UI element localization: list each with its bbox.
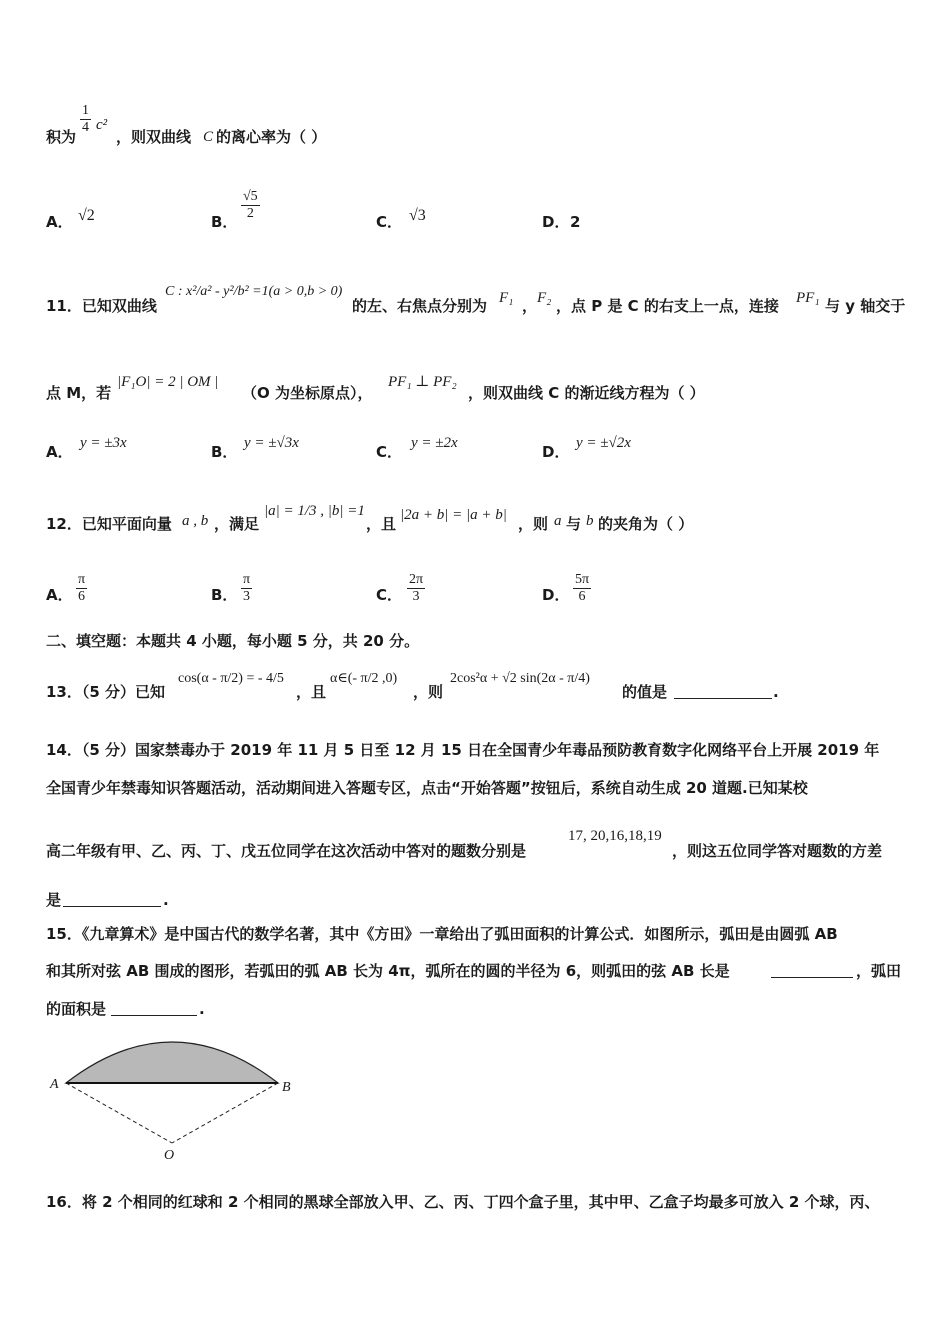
radius-oa	[66, 1083, 172, 1143]
q13-cond1: cos(α - π/2) = - 4/5	[178, 671, 284, 686]
q11-text2: ，点 P 是 C 的右支上一点，连接	[556, 297, 779, 315]
q11-cond2: PF₁ ⊥ PF₂	[388, 374, 457, 390]
q15-line2-a: 和其所对弦 AB 围成的图形，若弧田的弧 AB 长为 4π，弧所在的圆的半径为 6，则弧田的弦 AB 长是	[46, 962, 730, 980]
q11-option-b-label: B．	[211, 443, 238, 461]
q11-option-a-value: y = ±3x	[80, 435, 127, 451]
q12-b: b	[586, 513, 594, 529]
q12-number: 12．已知平面向量	[46, 515, 172, 533]
q10-area-num: 1	[82, 103, 89, 118]
arc-field-figure	[40, 1025, 310, 1165]
q10-option-c-label: C．	[376, 213, 403, 231]
q12-option-b-fraction	[241, 572, 252, 605]
q11-f2: F₂	[537, 290, 552, 306]
q13-text3: 的值是	[622, 683, 668, 701]
q12-option-d-num: 5π	[575, 572, 590, 587]
q13-end: .	[773, 683, 779, 701]
q11-number: 11．已知双曲线	[46, 297, 157, 315]
q15-end: .	[199, 1000, 205, 1018]
q16-line1: 16．将 2 个相同的红球和 2 个相同的黑球全部放入甲、乙、丙、丁四个盒子里，其中甲、乙盒子均最多可放入 2 个球，丙、	[46, 1193, 880, 1211]
q11-option-c-label: C．	[376, 443, 403, 461]
q13-text2: ，则	[413, 683, 444, 701]
point-b-label: B	[282, 1080, 291, 1095]
q11-line2-c: ，则双曲线 C 的渐近线方程为（ ）	[468, 384, 705, 402]
arc-segment-shape	[66, 1042, 278, 1083]
q12-text5: 的夹角为（ ）	[598, 515, 694, 533]
q11-pf1: PF₁	[796, 290, 820, 306]
q11-equation: C : x²/a² - y²/b² =1(a > 0,b > 0)	[165, 284, 343, 299]
q11-option-c-value: y = ±2x	[411, 435, 458, 451]
q14-line4: 是	[46, 891, 62, 909]
q11-cond1: |F₁O| = 2 | OM |	[117, 374, 219, 390]
q12-option-b-den: 3	[241, 588, 252, 605]
q10-option-d-label: D．	[542, 213, 570, 231]
q10-option-d-value: 2	[570, 213, 581, 231]
q10-option-a-value: √2	[78, 207, 95, 224]
q13-text1: ，且	[296, 683, 327, 701]
q10-option-c-value: √3	[409, 207, 426, 224]
q10-var-c: C	[203, 129, 214, 145]
q11-line2-a: 点 M，若	[46, 384, 112, 402]
q12-option-a-num: π	[78, 572, 86, 587]
q10-area-den: 4	[82, 120, 89, 135]
q13-expr: 2cos²α + √2 sin(2α - π/4)	[450, 671, 590, 686]
q12-option-c-num: 2π	[409, 572, 424, 587]
q12-option-b-label: B．	[211, 586, 238, 604]
q15-chord-blank	[771, 963, 853, 978]
q11-text1: 的左、右焦点分别为	[352, 297, 488, 315]
q12-option-a-label: A．	[46, 586, 73, 604]
point-o-label: O	[164, 1148, 175, 1163]
q12-option-b-num: π	[243, 572, 251, 587]
q14-line1: 14．（5 分）国家禁毒办于 2019 年 11 月 5 日至 12 月 15 日在全国青少年毒品预防教育数字化网络平台上开展 2019 年	[46, 741, 880, 759]
q13-number: 13．（5 分）已知	[46, 683, 166, 701]
q12-cond2: |2a + b| = |a + b|	[400, 507, 507, 523]
q12-option-d-label: D．	[542, 586, 570, 604]
q12-option-c-den: 3	[407, 588, 425, 605]
q11-option-b-value: y = ±√3x	[244, 435, 299, 451]
q12-option-c-fraction	[407, 572, 425, 605]
radius-ob	[172, 1083, 278, 1143]
q12-option-c-label: C．	[376, 586, 403, 604]
q12-cond1: |a| = 1/3 , |b| =1	[264, 503, 365, 519]
q15-area-blank	[111, 1001, 197, 1016]
q13-answer-blank	[674, 684, 772, 699]
q10-area-tail: c²	[96, 117, 108, 133]
q10-option-b-num: √5	[243, 189, 258, 204]
q14-end: .	[163, 891, 169, 909]
q11-option-a-label: A．	[46, 443, 73, 461]
q15-line1: 15．《九章算术》是中国古代的数学名著，其中《方田》一章给出了弧田面积的计算公式．如图所示，弧田是由圆弧 AB	[46, 925, 838, 943]
q10-prefix: 积为	[46, 128, 77, 146]
q11-line2-b: （O 为坐标原点），	[242, 384, 373, 402]
q10-text: ，则双曲线	[116, 128, 192, 146]
q12-option-d-den: 6	[573, 588, 591, 605]
q12-vars: a , b	[182, 513, 209, 529]
point-a-label: A	[50, 1077, 59, 1092]
q10-area-fraction	[80, 103, 91, 136]
q14-data: 17, 20,16,18,19	[568, 828, 662, 844]
q11-f1: F₁	[499, 290, 514, 306]
q14-answer-blank	[63, 892, 161, 907]
q14-line3-b: ，则这五位同学答对题数的方差	[672, 842, 883, 860]
q10-option-a-label: A．	[46, 213, 73, 231]
q12-text1: ，满足	[214, 515, 260, 533]
q10-text2: 的离心率为（ ）	[216, 128, 327, 146]
q11-option-d-label: D．	[542, 443, 570, 461]
q11-option-d-value: y = ±√2x	[576, 435, 631, 451]
q15-line3: 的面积是	[46, 1000, 107, 1018]
q12-a: a	[554, 513, 562, 529]
q12-option-d-fraction	[573, 572, 591, 605]
q11-sep: ，	[522, 297, 538, 315]
q12-text2: ，且	[366, 515, 397, 533]
q12-text3: ，则	[518, 515, 549, 533]
q10-option-b-den: 2	[241, 205, 260, 222]
q14-line2: 全国青少年禁毒知识答题活动，活动期间进入答题专区，点击“开始答题”按钮后，系统自动生成 20 道题.已知某校	[46, 779, 808, 797]
q10-option-b-label: B．	[211, 213, 238, 231]
q13-cond2: α∈(- π/2 ,0)	[330, 671, 398, 686]
q14-line3-a: 高二年级有甲、乙、丙、丁、戊五位同学在这次活动中答对的题数分别是	[46, 842, 527, 860]
q12-text4: 与	[566, 515, 582, 533]
section-title: 二、填空题：本题共 4 小题，每小题 5 分，共 20 分。	[46, 632, 420, 650]
q12-option-a-den: 6	[76, 588, 87, 605]
q12-option-a-fraction	[76, 572, 87, 605]
q15-line2-b: ，弧田	[856, 962, 902, 980]
q11-text3: 与 y 轴交于	[825, 297, 906, 315]
q10-option-b-fraction	[241, 189, 260, 222]
